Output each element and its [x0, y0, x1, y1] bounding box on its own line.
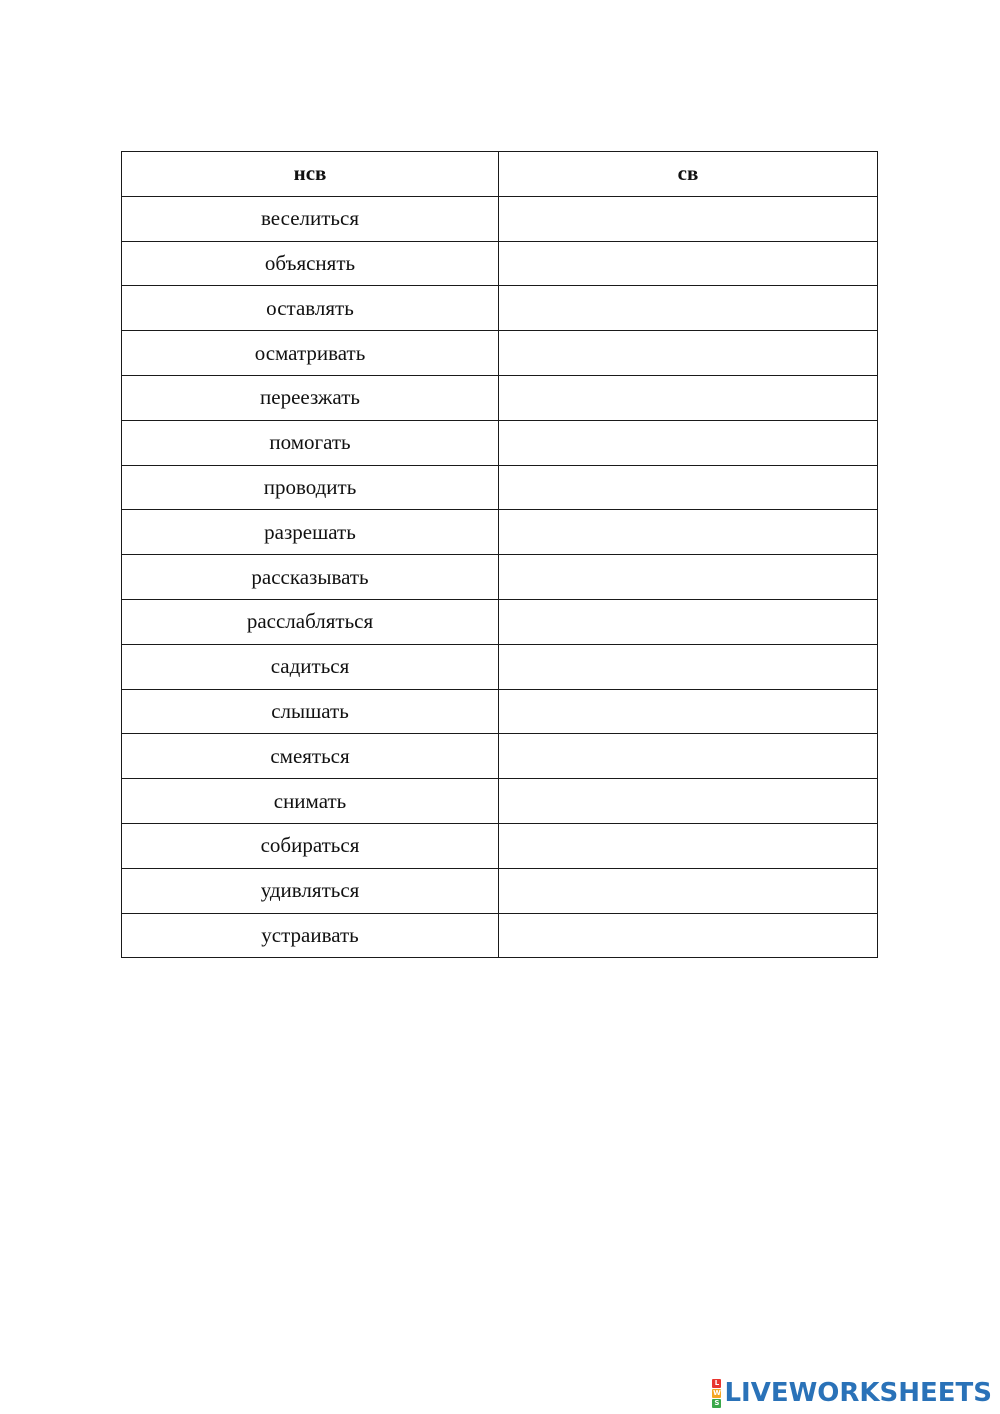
table-row	[122, 420, 878, 465]
table-row	[122, 644, 878, 689]
logo-mark-letter: S	[714, 1398, 720, 1407]
verb-imperfective: удивляться	[122, 868, 499, 913]
verb-imperfective: собираться	[122, 823, 499, 868]
verb-imperfective: осматривать	[122, 331, 499, 376]
table-row	[122, 331, 878, 376]
logo-mark-letter: L	[712, 1379, 721, 1388]
answer-perfective-cell[interactable]	[499, 196, 878, 241]
table-row	[122, 465, 878, 510]
answer-perfective-cell[interactable]	[499, 689, 878, 734]
answer-perfective-cell[interactable]	[499, 734, 878, 779]
answer-perfective-cell[interactable]	[499, 823, 878, 868]
header-sv: св	[499, 152, 878, 197]
table-row	[122, 510, 878, 555]
answer-perfective-cell[interactable]	[499, 555, 878, 600]
header-row	[122, 152, 878, 197]
liveworksheets-logo	[712, 1378, 992, 1408]
answer-perfective-cell[interactable]	[499, 868, 878, 913]
table-row	[122, 868, 878, 913]
answer-perfective-cell[interactable]	[499, 599, 878, 644]
answer-perfective-cell[interactable]	[499, 331, 878, 376]
table-row	[122, 555, 878, 600]
table-row	[122, 196, 878, 241]
table-row	[122, 913, 878, 958]
worksheet-table	[121, 151, 878, 958]
table-row	[122, 241, 878, 286]
verb-imperfective: расслабляться	[122, 599, 499, 644]
logo-text: LIVEWORKSHEETS	[724, 1378, 992, 1408]
verb-imperfective: рассказывать	[122, 555, 499, 600]
verb-imperfective: слышать	[122, 689, 499, 734]
table-row	[122, 779, 878, 824]
answer-perfective-cell[interactable]	[499, 375, 878, 420]
answer-perfective-cell[interactable]	[499, 465, 878, 510]
verb-imperfective: проводить	[122, 465, 499, 510]
table-row	[122, 599, 878, 644]
header-nsv: нсв	[122, 152, 499, 197]
answer-perfective-cell[interactable]	[499, 510, 878, 555]
answer-perfective-cell[interactable]	[499, 241, 878, 286]
verb-imperfective: снимать	[122, 779, 499, 824]
table-row	[122, 689, 878, 734]
verb-imperfective: веселиться	[122, 196, 499, 241]
verb-imperfective: устраивать	[122, 913, 499, 958]
verb-imperfective: смеяться	[122, 734, 499, 779]
table-row	[122, 375, 878, 420]
logo-mark-icon	[712, 1379, 721, 1408]
table-row	[122, 286, 878, 331]
answer-perfective-cell[interactable]	[499, 779, 878, 824]
table-row	[122, 823, 878, 868]
table-row	[122, 734, 878, 779]
answer-perfective-cell[interactable]	[499, 644, 878, 689]
verb-imperfective: оставлять	[122, 286, 499, 331]
verb-imperfective: объяснять	[122, 241, 499, 286]
verb-imperfective: переезжать	[122, 375, 499, 420]
verb-imperfective: помогать	[122, 420, 499, 465]
verb-imperfective: садиться	[122, 644, 499, 689]
answer-perfective-cell[interactable]	[499, 420, 878, 465]
answer-perfective-cell[interactable]	[499, 286, 878, 331]
verb-imperfective: разрешать	[122, 510, 499, 555]
logo-mark-letter: W	[713, 1388, 721, 1397]
answer-perfective-cell[interactable]	[499, 913, 878, 958]
